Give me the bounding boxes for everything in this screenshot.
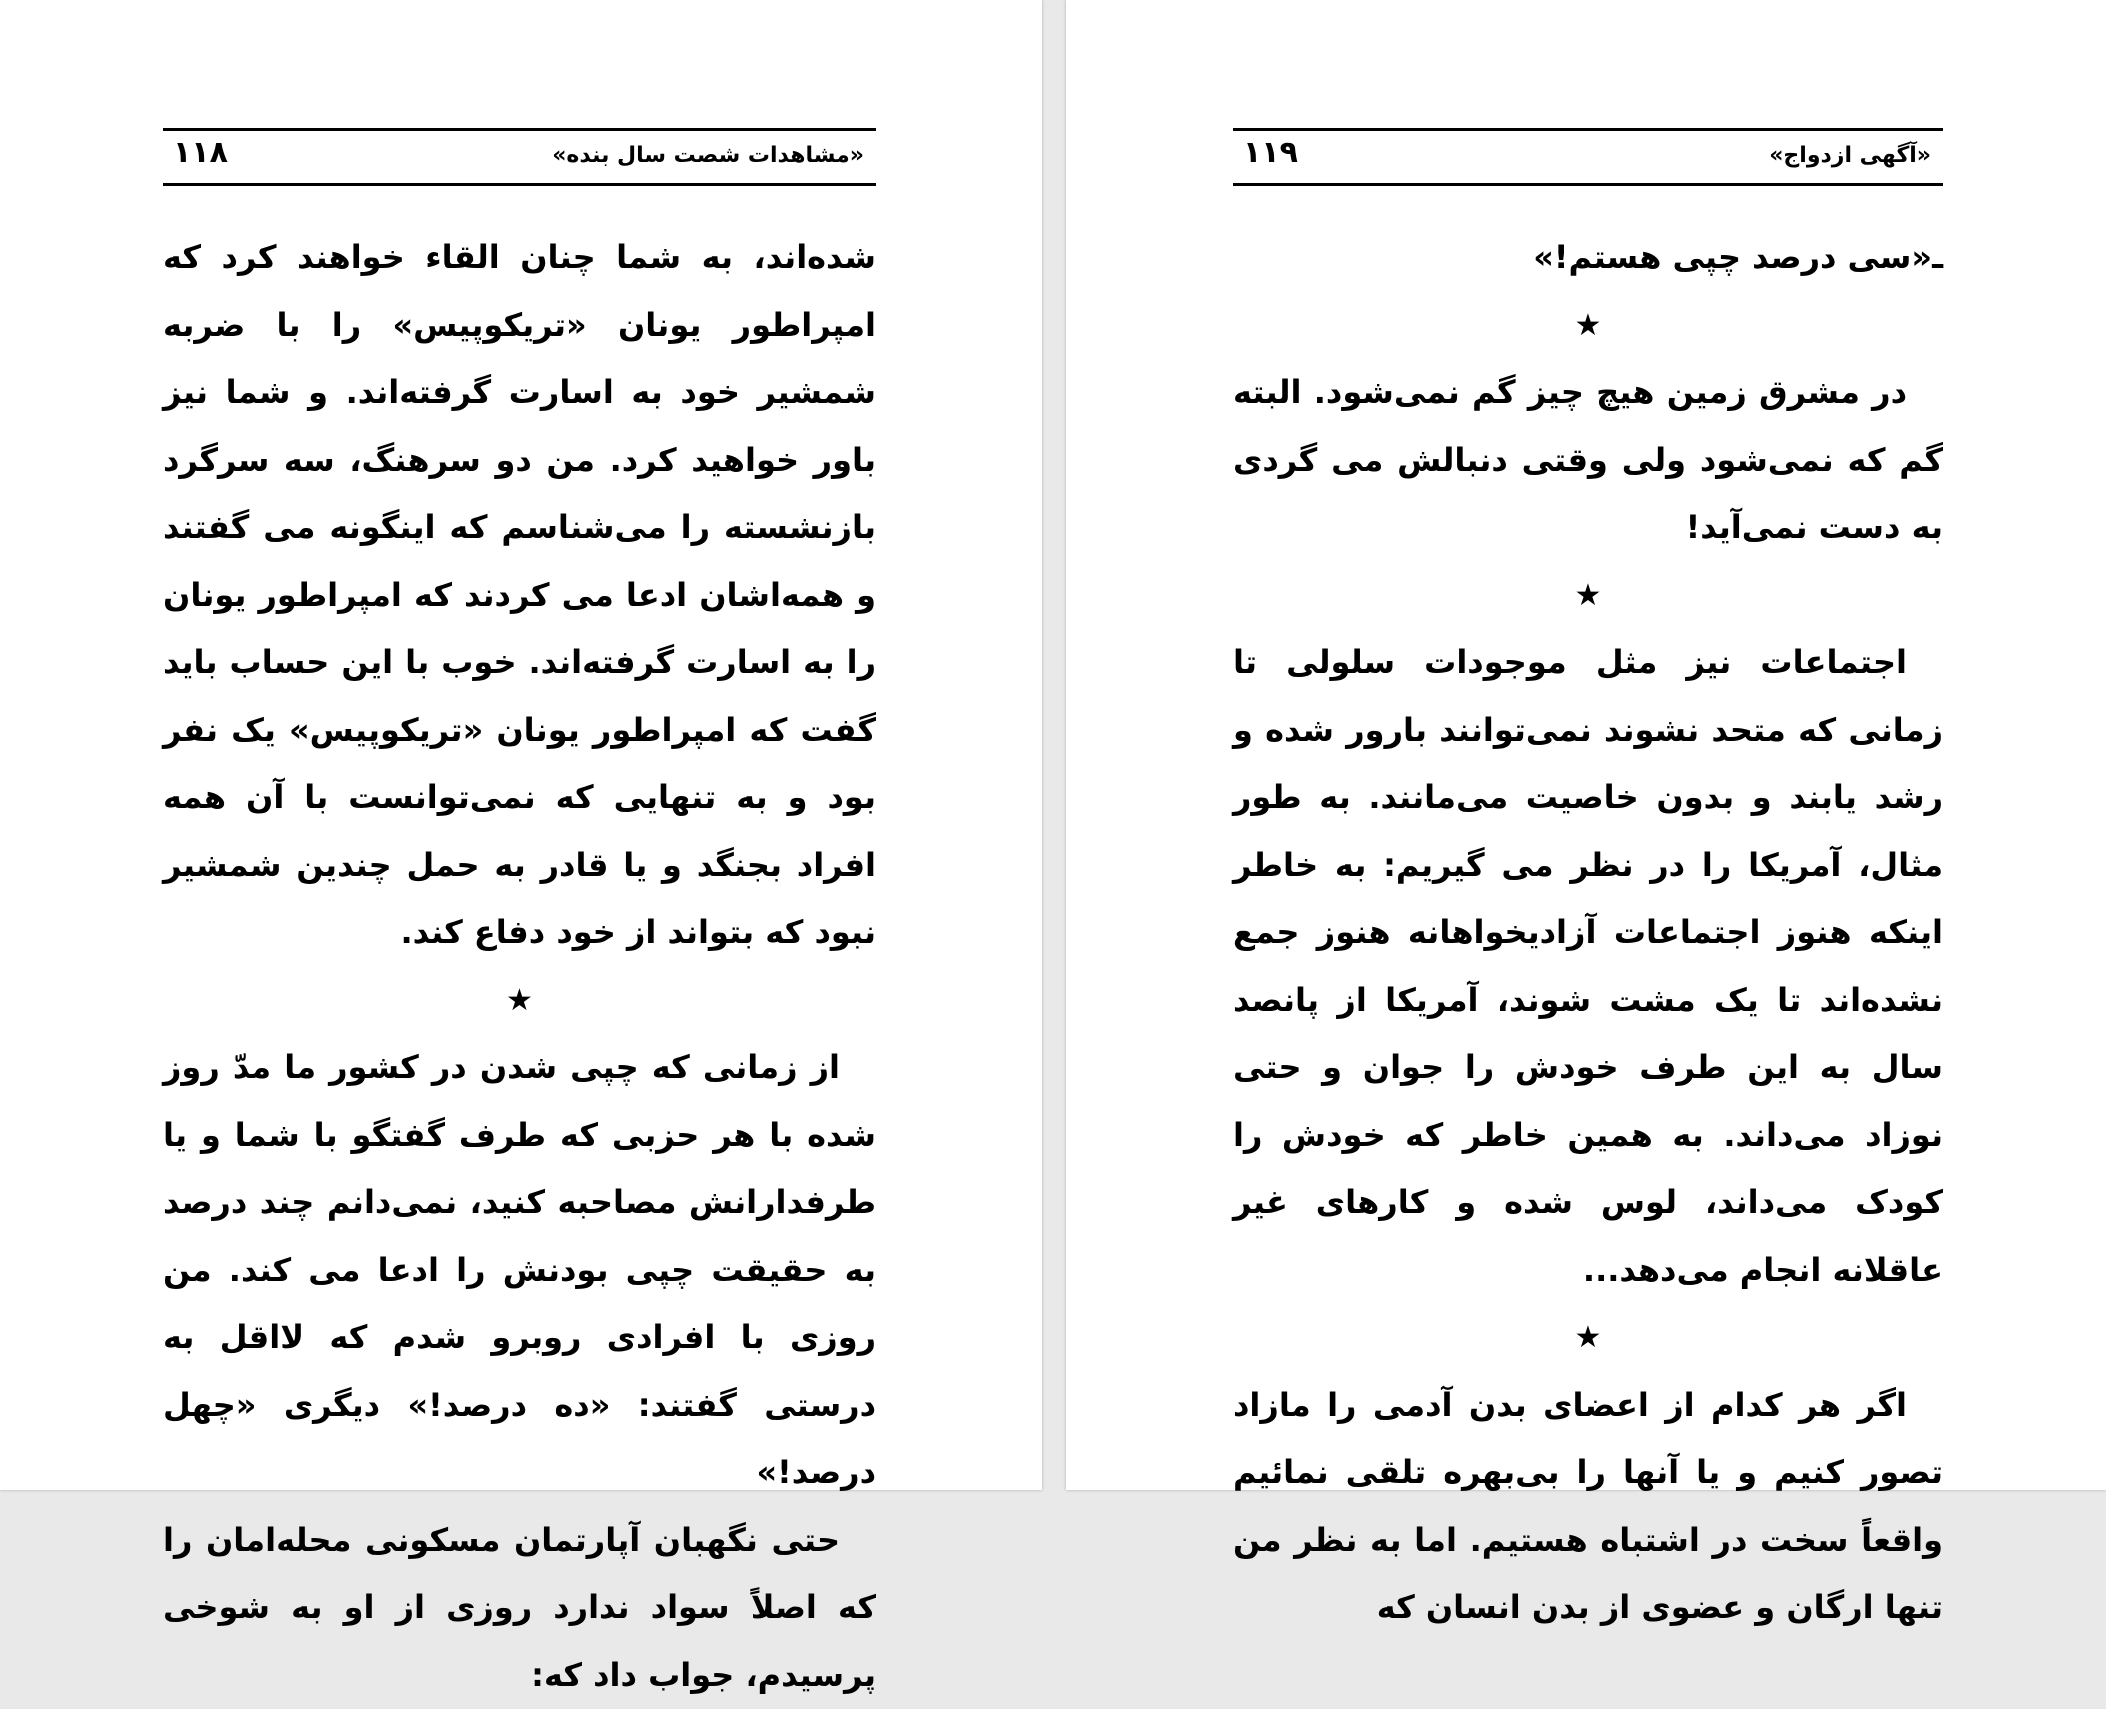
paragraph: حتی نگهبان آپارتمان مسکونی محله‌امان را که اصلاً سواد ندارد روزی از او به شوخی پرسیدم، جواب داد که:: [163, 1507, 876, 1709]
star-separator-icon: ★: [1233, 1304, 1943, 1372]
running-header: [163, 128, 876, 186]
star-separator-icon: ★: [1233, 292, 1943, 360]
paragraph: شده‌اند، به شما چنان القاء خواهند کرد که امپراطور یونان «تریکوپیس» را با ضربه شمشیر خود به اسارت گرفته‌اند. و شما نیز باور خواهید کرد. من دو سرهنگ، سه سرگرد بازنشسته را می‌شناسم که اینگونه می گفتند و همه‌اشان ادعا می کردند که امپراطور یونان را به اسارت گرفته‌اند. خوب با این حساب باید گفت که امپراطور یونان «تریکوپیس» یک نفر بود و به تنهایی که نمی‌توانست با آن همه افراد بجنگد و یا قادر به حمل چندین شمشیر نبود که بتواند از خود دفاع کند.: [163, 224, 876, 967]
running-header-title: «مشاهدات شصت سال بنده»: [552, 143, 864, 168]
paragraph: اجتماعات نیز مثل موجودات سلولی تا زمانی که متحد نشوند نمی‌توانند بارور شده و رشد یابند و بدون خاصیت می‌مانند. به طور مثال، آمریکا را در نظر می گیریم: به خاطر اینکه هنوز اجتماعات آزادیخواهانه هنوز جمع نشده‌اند تا یک مشت شوند، آمریکا از پانصد سال به این طرف خودش را جوان و حتی نوزاد می‌داند. به همین خاطر که خودش را کودک می‌داند، لوس شده و کارهای غیر عاقلانه انجام می‌دهد...: [1233, 629, 1943, 1304]
paragraph: از زمانی که چپی شدن در کشور ما مدّ روز شده با هر حزبی که طرف گفتگو با شما و یا طرفدارانش مصاحبه کنید، نمی‌دانم چند درصد به حقیقت چپی بودنش را ادعا می کند. من روزی با افرادی روبرو شدم که لااقل به درستی گفتند: «ده درصد!» دیگری «چهل درصد!»: [163, 1034, 876, 1507]
paragraph: در مشرق زمین هیچ چیز گم نمی‌شود. البته گم که نمی‌شود ولی وقتی دنبالش می گردی به دست نمی‌آید!: [1233, 359, 1943, 562]
running-header-title: «آگهی ازدواج»: [1769, 143, 1931, 168]
paragraph: ـ«سی درصد چپی هستم!»: [1233, 224, 1943, 292]
page-number: ۱۱۹: [1243, 135, 1298, 170]
page-body: [163, 224, 876, 1709]
paragraph: اگر هر کدام از اعضای بدن آدمی را مازاد تصور کنیم و یا آنها را بی‌بهره تلقی نمائیم واقعاً سخت در اشتباه هستیم. اما به نظر من تنها ارگان و عضوی از بدن انسان که: [1233, 1372, 1943, 1642]
star-separator-icon: ★: [1233, 562, 1943, 630]
star-separator-icon: ★: [163, 967, 876, 1035]
page-number: ۱۱۸: [173, 135, 228, 170]
left-page: [0, 0, 1042, 1490]
running-header: [1233, 128, 1943, 186]
page-body: [1233, 224, 1943, 1642]
right-page: [1066, 0, 2106, 1490]
